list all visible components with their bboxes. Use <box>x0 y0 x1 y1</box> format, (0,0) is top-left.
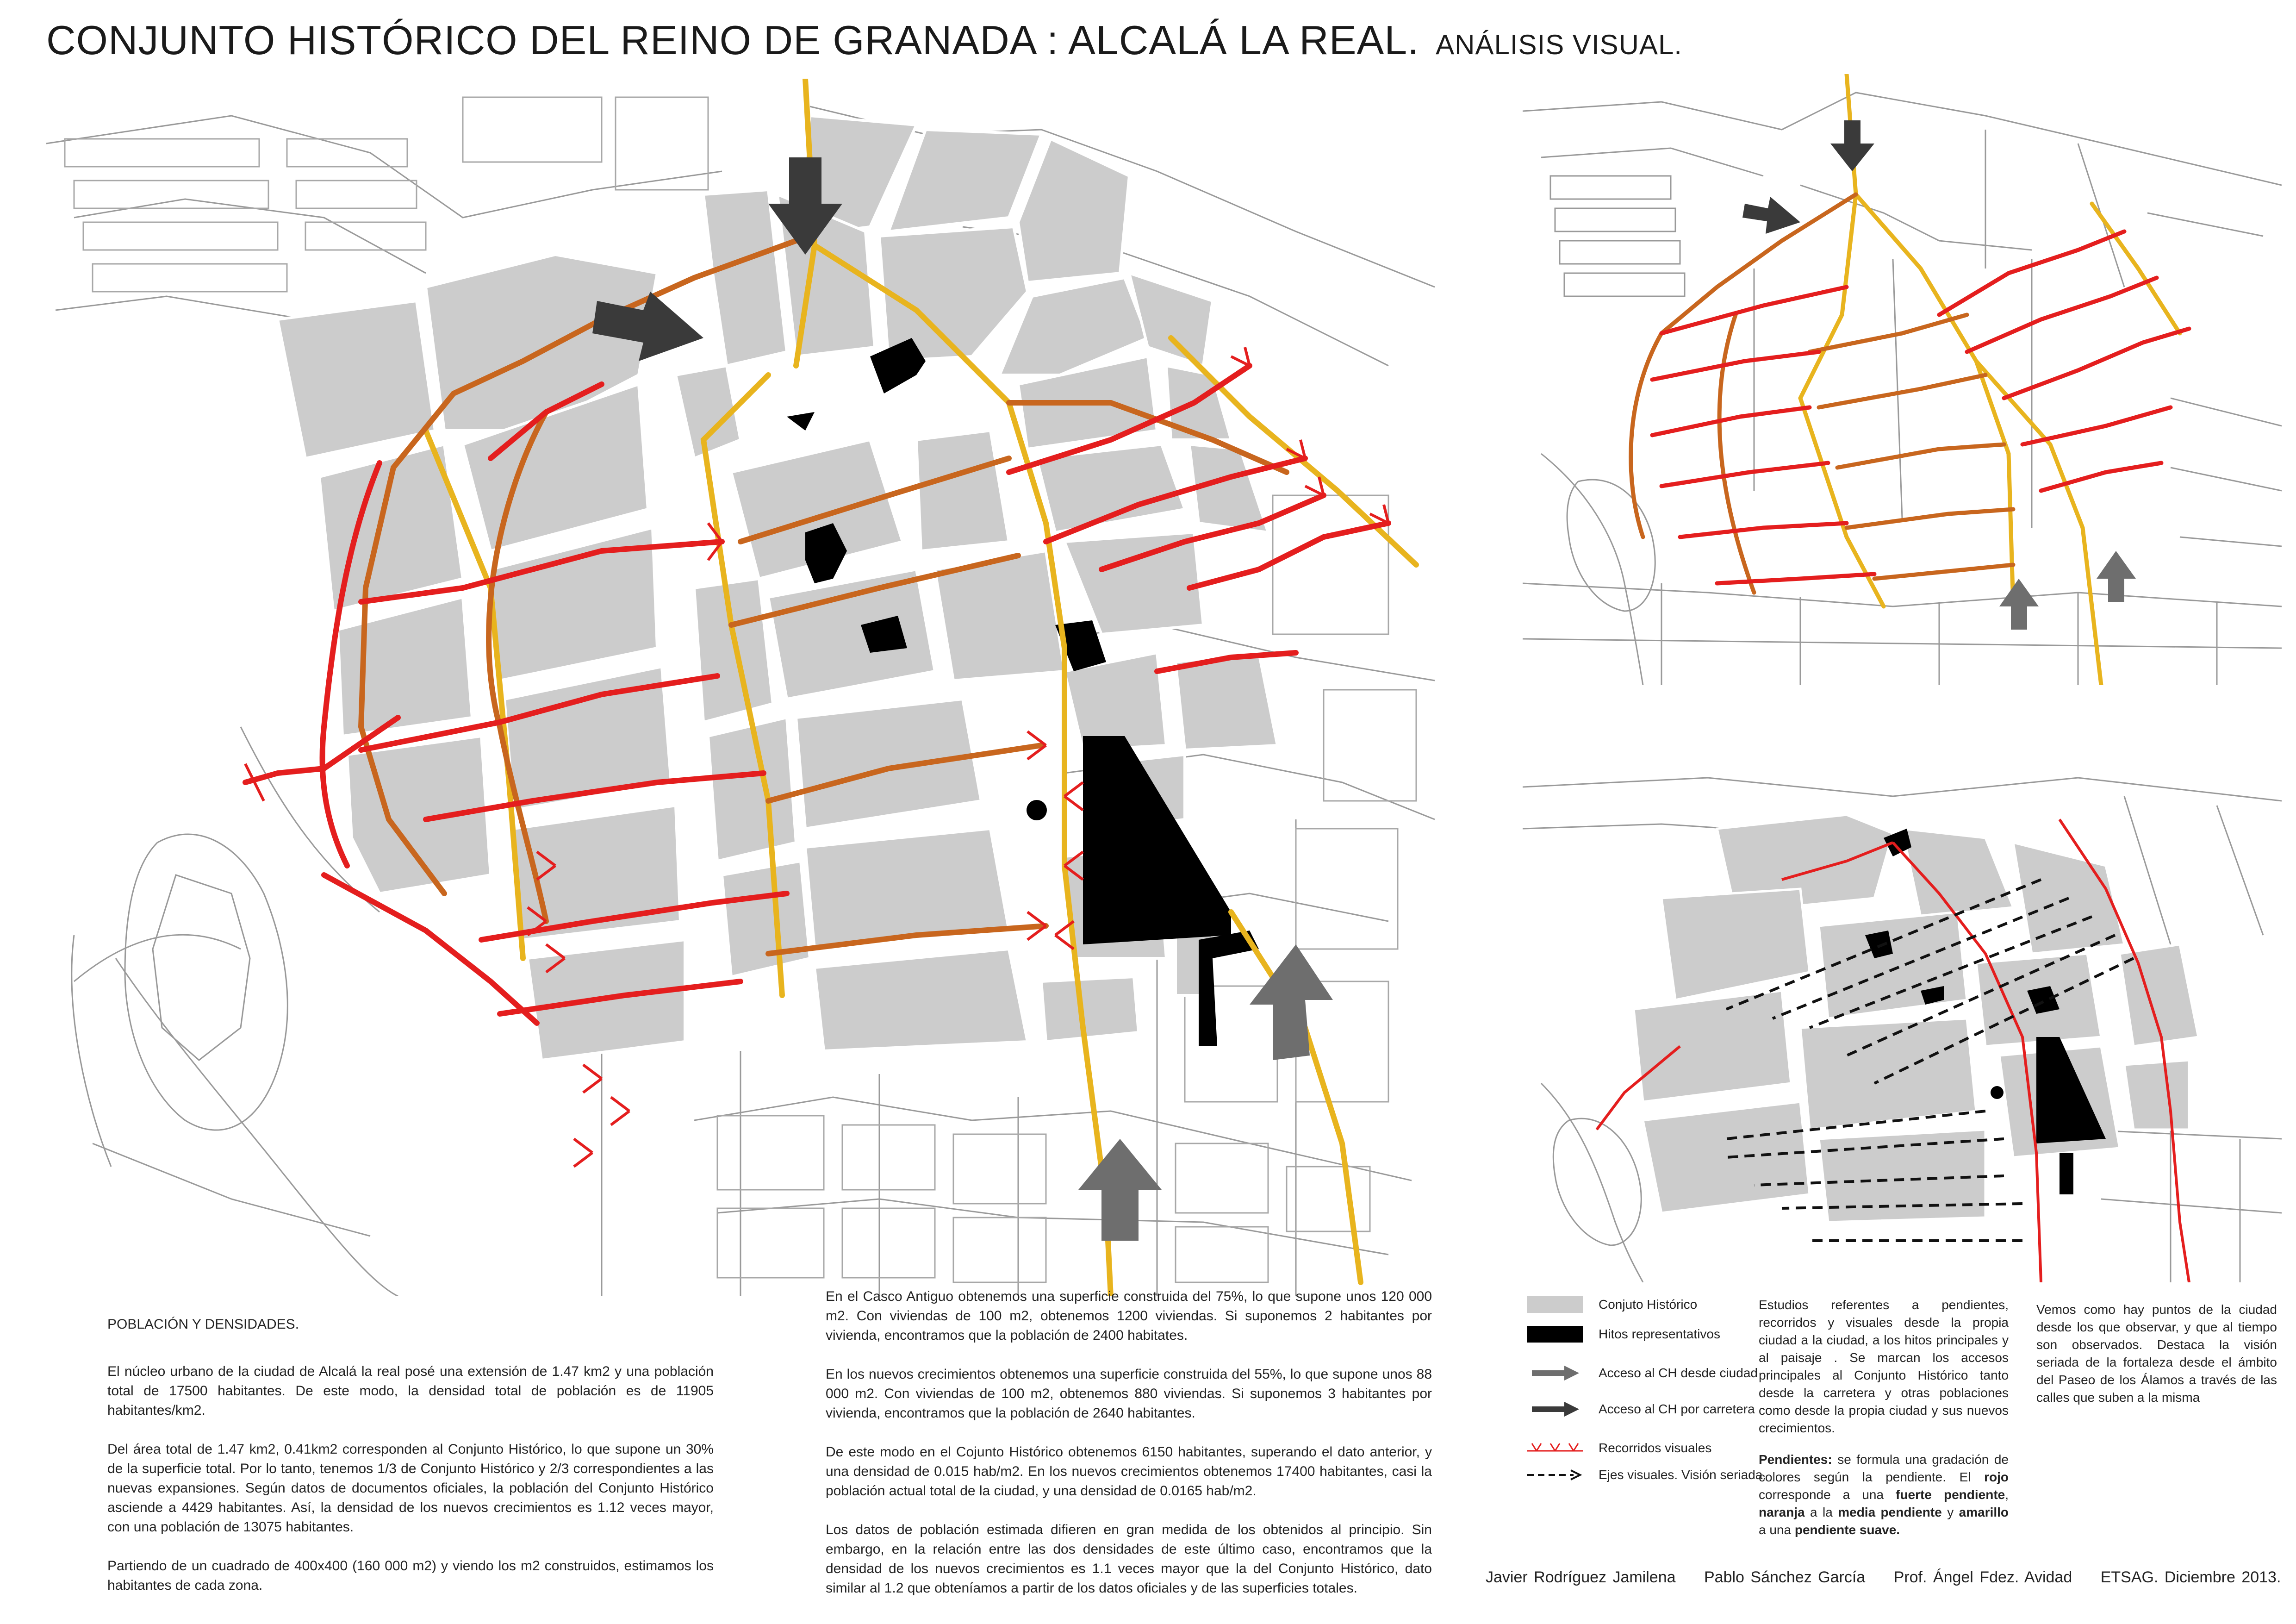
text-left-p2: Del área total de 1.47 km2, 0.41km2 corresponden al Conjunto Histórico, lo que supone un 30% de la superficie total. Por lo tanto, tenemos 1/3 de Conjunto Histórico y 2/3 correspondientes a las nuevas expansiones. Según datos de documentos oficiales, la población del Conjunto Histórico asciende a 4429 habitantes. Así, la densidad de los nuevos crecimientos es 1.12 veces mayor, con una población de 13075 habitantes. <box>107 1442 714 1535</box>
legend-label: Acceso al CH por carretera <box>1599 1402 1755 1416</box>
slope-map <box>1523 74 2282 685</box>
slopes-red: rojo <box>1984 1470 2009 1484</box>
landmark-tower <box>1027 800 1047 820</box>
legend-label: Recorridos visuales <box>1599 1441 1712 1455</box>
credit-professor: Prof. Ángel Fdez. Avidad <box>1893 1568 2072 1586</box>
slopes-medium: media pendiente <box>1838 1505 1942 1519</box>
landmark-school <box>1199 931 1259 1046</box>
credit-author2: Pablo Sánchez García <box>1704 1568 1866 1586</box>
legend-label: Acceso al CH desde ciudad <box>1599 1366 1758 1380</box>
legend-item-visual-routes <box>1527 1440 1711 1456</box>
slopes-yellow: amarillo <box>1959 1505 2009 1519</box>
legend-item-historic <box>1527 1296 1697 1313</box>
legend-swatch-gray <box>1527 1296 1583 1313</box>
text-left-p1: El núcleo urbano de la ciudad de Alcalá la real posé una extensión de 1.47 km2 y una población total de 17500 habitantes. De este modo, la densidad total de población es de 11905 habitantes/km2. <box>107 1364 714 1418</box>
axes-map-historic-blocks <box>1634 815 2198 1222</box>
credits <box>1486 1568 2281 1587</box>
slopes-part: a la <box>1804 1505 1838 1519</box>
studies-note <box>1759 1296 2009 1539</box>
legend-item-landmarks <box>1527 1326 1720 1343</box>
legend-label: Hitos representativos <box>1599 1327 1721 1341</box>
slopes-part: a una <box>1759 1523 1795 1537</box>
slopes-part: corresponde a una <box>1759 1487 1896 1502</box>
text-middle-p2: En los nuevos crecimientos obtenemos una superficie construida del 55%, lo que supone unos 88 000 m2. Con viviendas de 100 m2, obtenemos 880 viviendas. Si suponemos 3 habitantes por vivienda, encontramos que la población de 2640 habitantes. <box>826 1367 1432 1421</box>
slopes-part: se formula una gradación de colores según la pendiente. El <box>1759 1452 2009 1484</box>
section-heading: POBLACIÓN Y DENSIDADES. <box>107 1317 299 1332</box>
slopes-part: y <box>1941 1505 1959 1519</box>
slopes-text <box>1759 1451 2009 1539</box>
main-map <box>46 79 1444 1296</box>
credit-institution: ETSAG. Diciembre 2013. <box>2100 1568 2281 1586</box>
legend-label: Ejes visuales. Visión seriada. <box>1599 1468 1767 1482</box>
legend-item-road-access <box>1527 1401 1755 1418</box>
legend-item-city-access <box>1527 1365 1758 1381</box>
text-middle-p4: Los datos de población estimada difieren en gran medida de los obtenidos al principio. Sin embargo, en la relación entre las dos densidades de este último caso, encontramos que la densidad de los nuevos crecimientos es 1.1 veces mayor que la del Conjunto Histórico, dato similar al 1.2 que obteníamos a partir de los datos oficiales y de las superficies totales. <box>826 1522 1432 1596</box>
visual-axes-map <box>1523 759 2282 1282</box>
slope-map-arrows-city <box>1999 551 2136 630</box>
text-middle-column <box>826 1287 1432 1618</box>
red-route-icon <box>1527 1440 1583 1456</box>
slope-arrow-west <box>1742 197 1800 234</box>
legend-swatch-black <box>1527 1326 1583 1343</box>
slope-arrow-north <box>1830 120 1874 171</box>
dashed-arrow-icon <box>1527 1467 1583 1483</box>
text-middle-p3: De este modo en el Cojunto Histórico obtenemos 6150 habitantes, superando el dato anterior, y una densidad de 0.015 hab/m2. En los nuevos crecimientos obtenemos 17400 habitantes, casi la población actual total de la ciudad, y una densidad de 0.0165 hab/m2. <box>826 1444 1432 1499</box>
text-middle-p1: En el Casco Antiguo obtenemos una superficie construida del 75%, lo que supone unos 120 000 m2. Con viviendas de 100 m2, obtenemos 1200 viviendas. Si suponemos 2 habitantes por vivienda, encontramos que la población de 2400 habitates. <box>826 1289 1432 1343</box>
slope-map-fortress <box>1567 480 1655 611</box>
landmark-kiosk <box>787 412 815 431</box>
slopes-strong: fuerte pendiente <box>1896 1487 2005 1502</box>
legend-item-visual-axes <box>1527 1467 1766 1483</box>
title-main: CONJUNTO HISTÓRICO DEL REINO DE GRANADA : ALCALÁ LA REAL. <box>46 17 1419 63</box>
title-sub: ANÁLISIS VISUAL. <box>1436 29 1682 60</box>
slopes-orange: naranja <box>1759 1505 1805 1519</box>
axes-landmark-school <box>2060 1153 2073 1194</box>
page-title <box>46 17 1682 64</box>
views-note <box>2036 1301 2277 1406</box>
arrow-city-icon <box>1527 1365 1583 1381</box>
axes-landmark-tower <box>1991 1086 2004 1099</box>
credit-author1: Javier Rodríguez Jamilena <box>1486 1568 1676 1586</box>
studies-text: Estudios referentes a pendientes, recorridos y visuales desde la propia ciudad a la ciudad, a los hitos principales y al paisaje . Se marcan los accesos principales al Conjunto Histórico tanto desde la carretera y otras poblaciones como desde la propia ciudad y sus nuevos crecimientos. <box>1759 1298 2009 1435</box>
text-left-p3: Partiendo de un cuadrado de 400x400 (160 000 m2) y viendo los m2 construidos, estimamos los habitantes de cada zona. <box>107 1558 714 1593</box>
slopes-part: , <box>2005 1487 2009 1502</box>
legend-label: Conjuto Histórico <box>1599 1297 1698 1312</box>
slopes-soft: pendiente suave. <box>1794 1523 1900 1537</box>
slope-arrow-south <box>1999 579 2039 630</box>
arrow-south-city <box>1078 1139 1162 1241</box>
text-left-column <box>107 1315 714 1615</box>
views-text: Vemos como hay puntos de la ciudad desde los que observar, y que al tiempo son observados. Destaca la visión seriada de la fortaleza desde el ámbito del Paseo de los Álamos a través de las calles que suben a la misma <box>2036 1302 2277 1405</box>
slopes-lead: Pendientes: <box>1759 1452 1832 1467</box>
slope-map-streets-medium <box>1631 194 2013 593</box>
slope-map-streets-strong <box>1652 231 2189 583</box>
arrow-road-icon <box>1527 1401 1583 1418</box>
axes-map-fortress <box>1553 1118 1641 1245</box>
fortress-outline <box>72 834 287 1167</box>
